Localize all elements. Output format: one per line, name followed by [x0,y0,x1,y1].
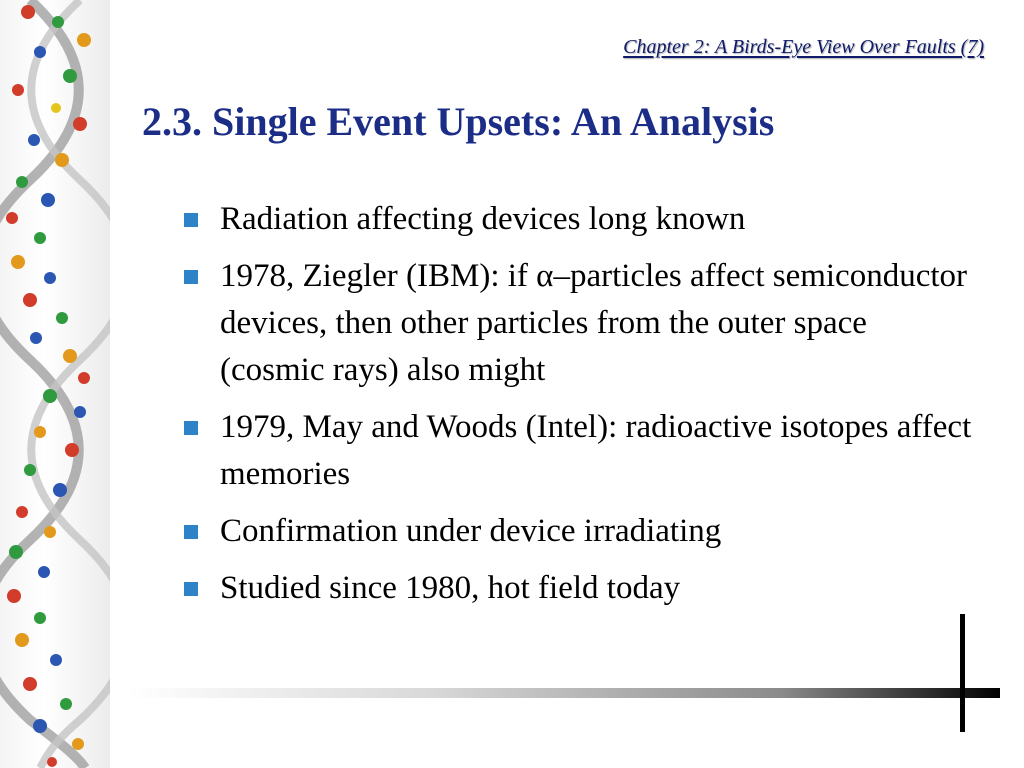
bullet-text: Studied since 1980, hot field today [220,570,681,606]
dna-helix-decoration [0,0,110,768]
square-bullet-icon [184,270,198,284]
square-bullet-icon [184,421,198,435]
square-bullet-icon [184,525,198,539]
vertical-accent-rule [960,614,965,732]
square-bullet-icon [184,213,198,227]
bullet-text: Radiation affecting devices long known [220,201,746,237]
bullet-list [184,196,974,622]
chapter-header: Chapter 2: A Birds-Eye View Over Faults (7) [623,36,984,58]
bullet-item [184,196,974,243]
square-bullet-icon [184,582,198,596]
bullet-item [184,404,974,498]
bullet-item [184,565,974,612]
bullet-item [184,508,974,555]
bullet-text: Confirmation under device irradiating [220,513,722,549]
dna-helix-icon [0,0,110,768]
bullet-text: 1978, Ziegler (IBM): if α–particles affect semiconductor devices, then other particles from the outer space (cosmic rays) also might [220,258,968,388]
bullet-text: 1979, May and Woods (Intel): radioactive isotopes affect memories [220,409,972,492]
bullet-item [184,253,974,394]
bottom-gradient-rule [128,688,1000,698]
slide-title: 2.3. Single Event Upsets: An Analysis [142,99,775,144]
